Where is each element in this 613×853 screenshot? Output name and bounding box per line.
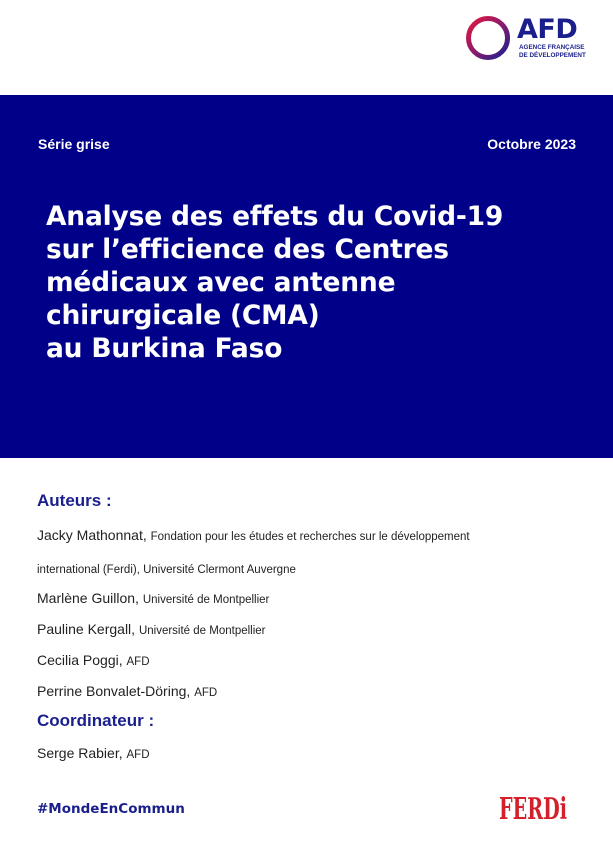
coordinator-name: Serge Rabier, — [37, 745, 127, 761]
authors-heading: Auteurs : — [37, 491, 112, 510]
author-line — [37, 621, 577, 639]
author-line — [37, 652, 577, 670]
coordinator-heading: Coordinateur : — [37, 711, 155, 730]
afd-logo-ring-icon — [465, 15, 511, 61]
author-affiliation: Université de Montpellier — [142, 594, 270, 606]
author-name: Perrine Bonvalet-Döring, — [37, 683, 195, 699]
author-name: Cecilia Poggi, — [37, 652, 127, 668]
author-affiliation: international (Ferdi), Université Clermont Auvergne — [37, 564, 296, 576]
author-affiliation: AFD — [126, 656, 150, 668]
author-line — [37, 590, 577, 608]
title-line: au Burkina Faso — [46, 333, 283, 364]
title-banner — [0, 95, 613, 458]
title-line: sur l’efficience des Centres — [46, 234, 449, 265]
author-affiliation: Université de Montpellier — [138, 625, 266, 637]
title-line: médicaux avec antenne — [46, 267, 396, 298]
title-line: chirurgicale (CMA) — [46, 300, 320, 331]
author-affiliation: AFD — [194, 687, 218, 699]
hashtag: #MondeEnCommun — [37, 801, 185, 817]
coordinator-line — [37, 745, 577, 763]
series-label: Série grise — [38, 136, 110, 152]
author-line — [37, 683, 577, 701]
afd-logo-text: AFD — [517, 14, 578, 45]
author-name: Jacky Mathonnat, — [37, 527, 151, 543]
ferdi-logo-text: FERDi — [499, 792, 567, 827]
author-name: Pauline Kergall, — [37, 621, 139, 637]
document-title — [46, 200, 586, 365]
title-line: Analyse des effets du Covid-19 — [46, 201, 504, 232]
coordinator-affiliation: AFD — [126, 749, 150, 761]
afd-logo — [465, 15, 585, 63]
afd-logo-subtitle: AGENCE FRANÇAISE DE DÉVELOPPEMENT — [519, 44, 586, 59]
publication-date: Octobre 2023 — [487, 136, 576, 152]
author-name: Marlène Guillon, — [37, 590, 143, 606]
author-line — [37, 527, 577, 545]
author-affiliation: Fondation pour les études et recherches sur le développement — [150, 531, 470, 543]
ferdi-logo-icon — [497, 785, 569, 827]
author-line — [37, 560, 577, 578]
